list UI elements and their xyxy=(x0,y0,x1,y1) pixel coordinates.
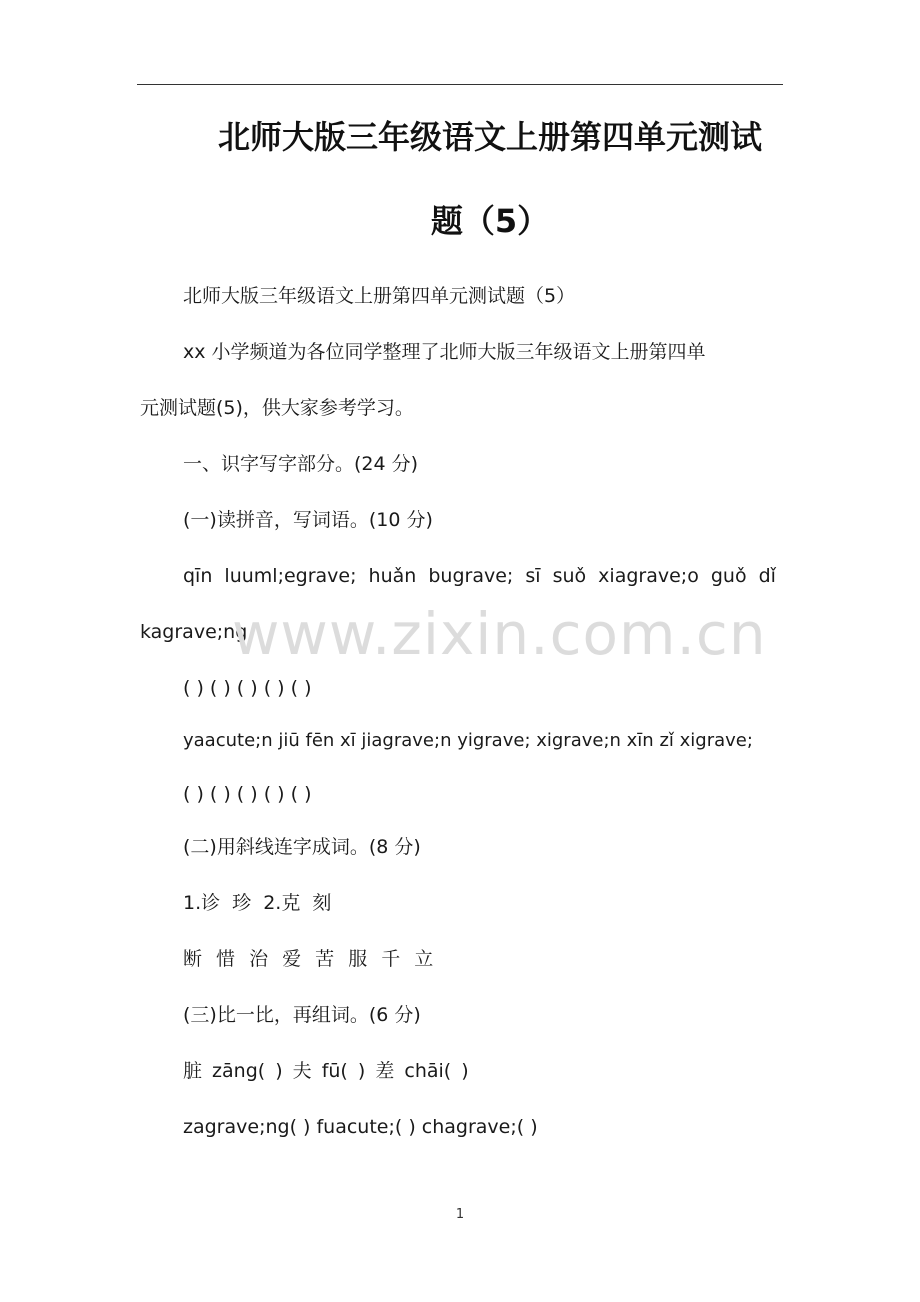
body-line: 脏 zāng( ) 夫 fū( ) 差 chāi( ) xyxy=(183,1060,469,1082)
page-number: 1 xyxy=(455,1207,465,1222)
answer-blanks: ( ) ( ) ( ) ( ) ( ) xyxy=(183,677,312,699)
section-heading: 一、识字写字部分。(24 分) xyxy=(183,453,419,475)
subsection-heading: (二)用斜线连字成词。(8 分) xyxy=(183,836,421,858)
watermark: www.zixin.com.cn xyxy=(232,600,767,668)
pinyin-line: kagrave;ng xyxy=(140,621,248,643)
pinyin-line: qīn luuml;egrave; huǎn bugrave; sī suǒ xiagrave;o guǒ dǐ xyxy=(183,565,776,587)
document-title-line-1: 北师大版三年级语文上册第四单元测试 xyxy=(217,118,762,156)
body-line: 北师大版三年级语文上册第四单元测试题（5） xyxy=(183,285,576,307)
header-rule xyxy=(137,84,783,85)
body-line: 1.诊 珍 2.克 刻 xyxy=(183,892,332,914)
subsection-heading: (一)读拼音，写词语。(10 分) xyxy=(183,509,433,531)
body-line: 断 惜 治 爱 苦 服 千 立 xyxy=(183,948,434,970)
body-line: 元测试题(5)，供大家参考学习。 xyxy=(140,397,414,419)
subsection-heading: (三)比一比，再组词。(6 分) xyxy=(183,1004,421,1026)
body-line: xx 小学频道为各位同学整理了北师大版三年级语文上册第四单 xyxy=(183,341,706,363)
answer-blanks: ( ) ( ) ( ) ( ) ( ) xyxy=(183,783,312,805)
body-line: zagrave;ng( ) fuacute;( ) chagrave;( ) xyxy=(183,1116,538,1138)
pinyin-line: yaacute;n jiū fēn xī jiagrave;n yigrave; xigrave;n xīn zǐ xigrave; xyxy=(183,730,753,751)
document-title-line-2: 题（5） xyxy=(430,202,550,240)
